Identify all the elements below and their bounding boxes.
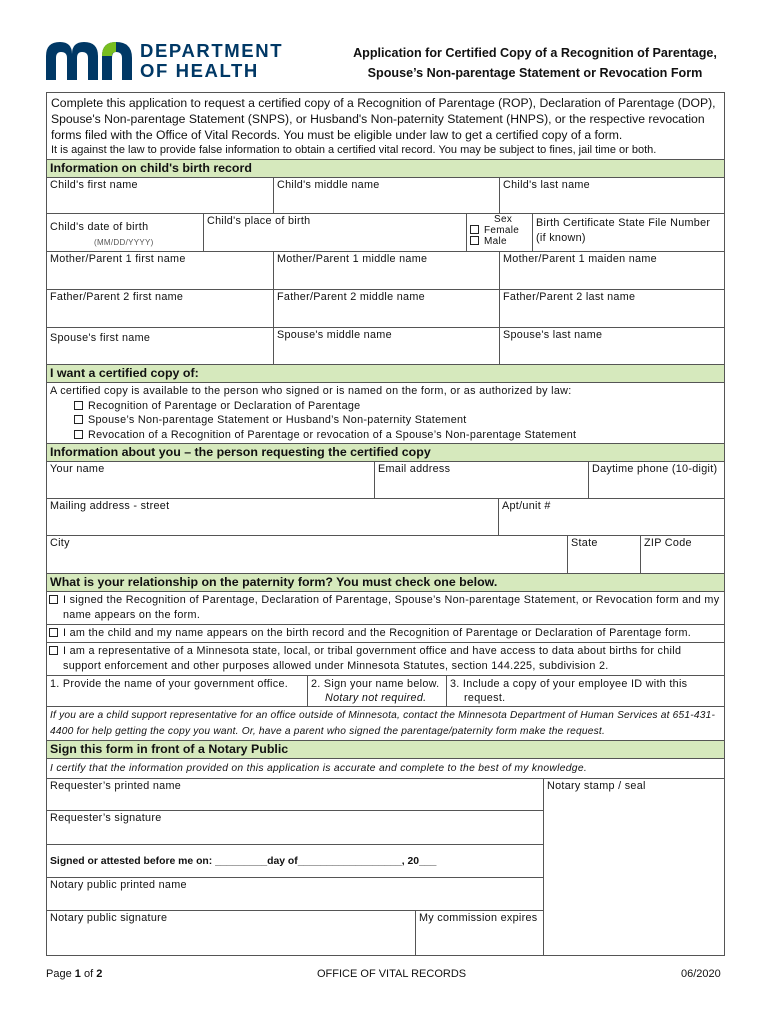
form-title (300, 43, 770, 83)
email-field[interactable] (375, 462, 589, 498)
child-dob-format: (MM/DD/YYYY) (94, 238, 154, 247)
copy-snps-checkbox[interactable] (74, 415, 83, 424)
certify-statement: I certify that the information provided on this application is accurate and complete to the best of my knowledge. (46, 758, 725, 778)
page-word: Page (46, 968, 72, 980)
intro-block (46, 92, 725, 159)
phone-field[interactable] (589, 462, 724, 498)
signature-area (46, 778, 725, 956)
gov-step-2 (308, 676, 447, 706)
rel-child-label: I am the child and my name appears on the birth record and the Recognition of Parentage or Declaration of Parentage form. (63, 627, 692, 639)
sex-male-option[interactable] (470, 236, 529, 247)
page-number (46, 968, 102, 980)
spouse-last-name-field[interactable] (500, 328, 724, 364)
parent2-middle-name-field[interactable] (274, 290, 500, 327)
state-file-number-label: Birth Certificate State File Number (if known) (536, 217, 711, 244)
notary-signature-label: Notary public signature (50, 912, 168, 924)
parent2-last-name-field[interactable] (500, 290, 724, 327)
dept-line-2: OF HEALTH (140, 60, 259, 81)
child-middle-name-label: Child's middle name (277, 179, 380, 191)
street-field[interactable] (47, 499, 499, 535)
gov-step-2-note: Notary not required. (325, 692, 427, 704)
copy-revocation-label: Revocation of a Recognition of Parentage or revocation of a Spouse’s Non-parentage Statement (88, 428, 577, 441)
revision-date: 06/2020 (681, 968, 721, 980)
spouse-last-name-label: Spouse's last name (503, 329, 603, 341)
out-of-state-note: If you are a child support representative for an office outside of Minnesota, contact the Minnesota Department of Human Services at 651-431-4400 for help getting the copy you want. Or, have a parent who signed the parentage/paternity form make the request. (46, 706, 725, 740)
female-label: Female (484, 225, 520, 236)
dept-line-1: DEPARTMENT (140, 40, 284, 61)
sex-female-option[interactable] (470, 225, 529, 236)
rel-signer-checkbox[interactable] (49, 595, 58, 604)
city-label: City (50, 537, 70, 549)
child-sex-field (467, 214, 533, 251)
commission-expires-label: My commission expires (419, 912, 538, 924)
notary-printed-name-field[interactable] (47, 878, 543, 911)
page-current: 1 (74, 968, 81, 980)
notary-signature-field[interactable] (47, 911, 416, 955)
parent2-first-name-label: Father/Parent 2 first name (50, 291, 184, 303)
child-first-name-field[interactable] (47, 178, 274, 213)
notary-sign-row (47, 911, 543, 955)
child-middle-name-field[interactable] (274, 178, 500, 213)
child-last-name-label: Child's last name (503, 179, 590, 191)
your-name-field[interactable] (47, 462, 375, 498)
rel-gov-label: I am a representative of a Minnesota state, local, or tribal government office and have access to data about births for child support enforcement and other purposes allowed under Minnesota Statutes, section 144.225, subdivision 2. (63, 645, 682, 672)
state-field[interactable] (568, 536, 641, 573)
spouse-middle-name-field[interactable] (274, 328, 500, 364)
parent1-first-name-field[interactable] (47, 252, 274, 289)
copy-option-snps[interactable] (50, 413, 721, 428)
relationship-opt3[interactable] (46, 642, 725, 675)
section-copy-heading: I want a certified copy of: (46, 364, 725, 382)
parent1-first-name-label: Mother/Parent 1 first name (50, 253, 186, 265)
title-line-1: Application for Certified Copy of a Recognition of Parentage, (353, 46, 717, 60)
title-line-2: Spouse’s Non-parentage Statement or Revocation Form (367, 66, 703, 80)
rel-signer-label: I signed the Recognition of Parentage, Declaration of Parentage, Spouse’s Non-parentage Statement, or Revocation form and my name appears on the form. (63, 594, 720, 621)
notary-stamp-area[interactable] (544, 779, 724, 955)
commission-expires-field[interactable] (416, 911, 543, 955)
page-total: 2 (96, 968, 103, 980)
mn-logo-icon (46, 42, 132, 80)
apt-field[interactable] (499, 499, 724, 535)
child-last-name-field[interactable] (500, 178, 724, 213)
child-dob-label: Child's date of birth (50, 221, 149, 233)
gov-step-3-text-2: request. (464, 692, 506, 704)
male-checkbox[interactable] (470, 236, 479, 245)
parent1-maiden-name-field[interactable] (500, 252, 724, 289)
copy-revocation-checkbox[interactable] (74, 430, 83, 439)
child-first-name-label: Child's first name (50, 179, 138, 191)
spouse-first-name-label: Spouse's first name (50, 332, 151, 344)
spouse-middle-name-label: Spouse's middle name (277, 329, 392, 341)
gov-step-3 (447, 676, 724, 706)
apt-label: Apt/unit # (502, 500, 551, 512)
intro-text: Complete this application to request a certified copy of a Recognition of Parentage (ROP), Declaration of Parentage (DOP), Spouse's Non-parentage Statement (SNPS), or Husband's Non-paternity Statement (HNPS), or the respective revocation forms filed with the Office of Vital Records. You must be eligible under law to get a certified copy of a form. (51, 96, 716, 142)
phone-label: Daytime phone (10-digit) (592, 463, 718, 475)
copy-option-revocation[interactable] (50, 428, 721, 443)
female-checkbox[interactable] (470, 225, 479, 234)
parent2-middle-name-label: Father/Parent 2 middle name (277, 291, 425, 303)
intro-warning: It is against the law to provide false information to obtain a certified vital record. You may be subject to fines, jail time or both. (51, 144, 657, 156)
gov-step-2-text: 2. Sign your name below. (311, 678, 440, 690)
attested-date-label: Signed or attested before me on: _________day of__________________, 20___ (50, 856, 437, 867)
gov-step-1-text: 1. Provide the name of your government office. (50, 678, 289, 690)
rel-gov-checkbox[interactable] (49, 646, 58, 655)
sex-label: Sex (494, 214, 513, 225)
page-of-word: of (83, 968, 94, 980)
copy-rop-checkbox[interactable] (74, 401, 83, 410)
zip-field[interactable] (641, 536, 724, 573)
signature-left (47, 779, 544, 955)
section-notary-heading: Sign this form in front of a Notary Public (46, 740, 725, 758)
copy-note: A certified copy is available to the person who signed or is named on the form, or as authorized by law: (50, 385, 572, 397)
requester-signature-field[interactable] (47, 811, 543, 845)
child-dob-field[interactable] (47, 214, 204, 251)
your-name-label: Your name (50, 463, 105, 475)
copy-option-rop[interactable] (50, 399, 721, 414)
copy-options-block (46, 382, 725, 443)
parent1-maiden-name-label: Mother/Parent 1 maiden name (503, 253, 657, 265)
gov-step-3-text: 3. Include a copy of your employee ID with this (450, 678, 688, 690)
child-birthplace-label: Child's place of birth (207, 215, 311, 227)
gov-step-1 (47, 676, 308, 706)
city-field[interactable] (47, 536, 568, 573)
department-logo-text (140, 41, 283, 81)
notary-stamp-label: Notary stamp / seal (547, 780, 646, 792)
section-requester-heading: Information about you – the person requesting the certified copy (46, 443, 725, 461)
email-label: Email address (378, 463, 451, 475)
attested-date-line[interactable] (47, 845, 543, 878)
zip-label: ZIP Code (644, 537, 692, 549)
state-file-number-field[interactable] (533, 214, 724, 251)
requester-printed-name-field[interactable] (47, 779, 543, 811)
parent1-middle-name-field[interactable] (274, 252, 500, 289)
office-name: OFFICE OF VITAL RECORDS (317, 968, 467, 980)
notary-printed-name-label: Notary public printed name (50, 879, 187, 891)
relationship-opt2[interactable] (46, 624, 725, 642)
application-form (46, 92, 725, 956)
requester-signature-label: Requester’s signature (50, 812, 162, 824)
street-label: Mailing address - street (50, 500, 170, 512)
section-relationship-heading: What is your relationship on the paternity form? You must check one below. (46, 573, 725, 591)
section-child-heading: Information on child's birth record (46, 159, 725, 177)
spouse-first-name-field[interactable] (47, 328, 274, 364)
rel-child-checkbox[interactable] (49, 628, 58, 637)
copy-snps-label: Spouse’s Non-parentage Statement or Husband’s Non-paternity Statement (88, 414, 467, 426)
copy-rop-label: Recognition of Parentage or Declaration of Parentage (88, 399, 361, 412)
parent2-last-name-label: Father/Parent 2 last name (503, 291, 636, 303)
relationship-opt1[interactable] (46, 591, 725, 624)
requester-printed-name-label: Requester’s printed name (50, 780, 182, 792)
parent2-first-name-field[interactable] (47, 290, 274, 327)
child-birthplace-field[interactable] (204, 214, 467, 251)
male-label: Male (484, 236, 507, 247)
state-label: State (571, 537, 598, 549)
parent1-middle-name-label: Mother/Parent 1 middle name (277, 253, 428, 265)
